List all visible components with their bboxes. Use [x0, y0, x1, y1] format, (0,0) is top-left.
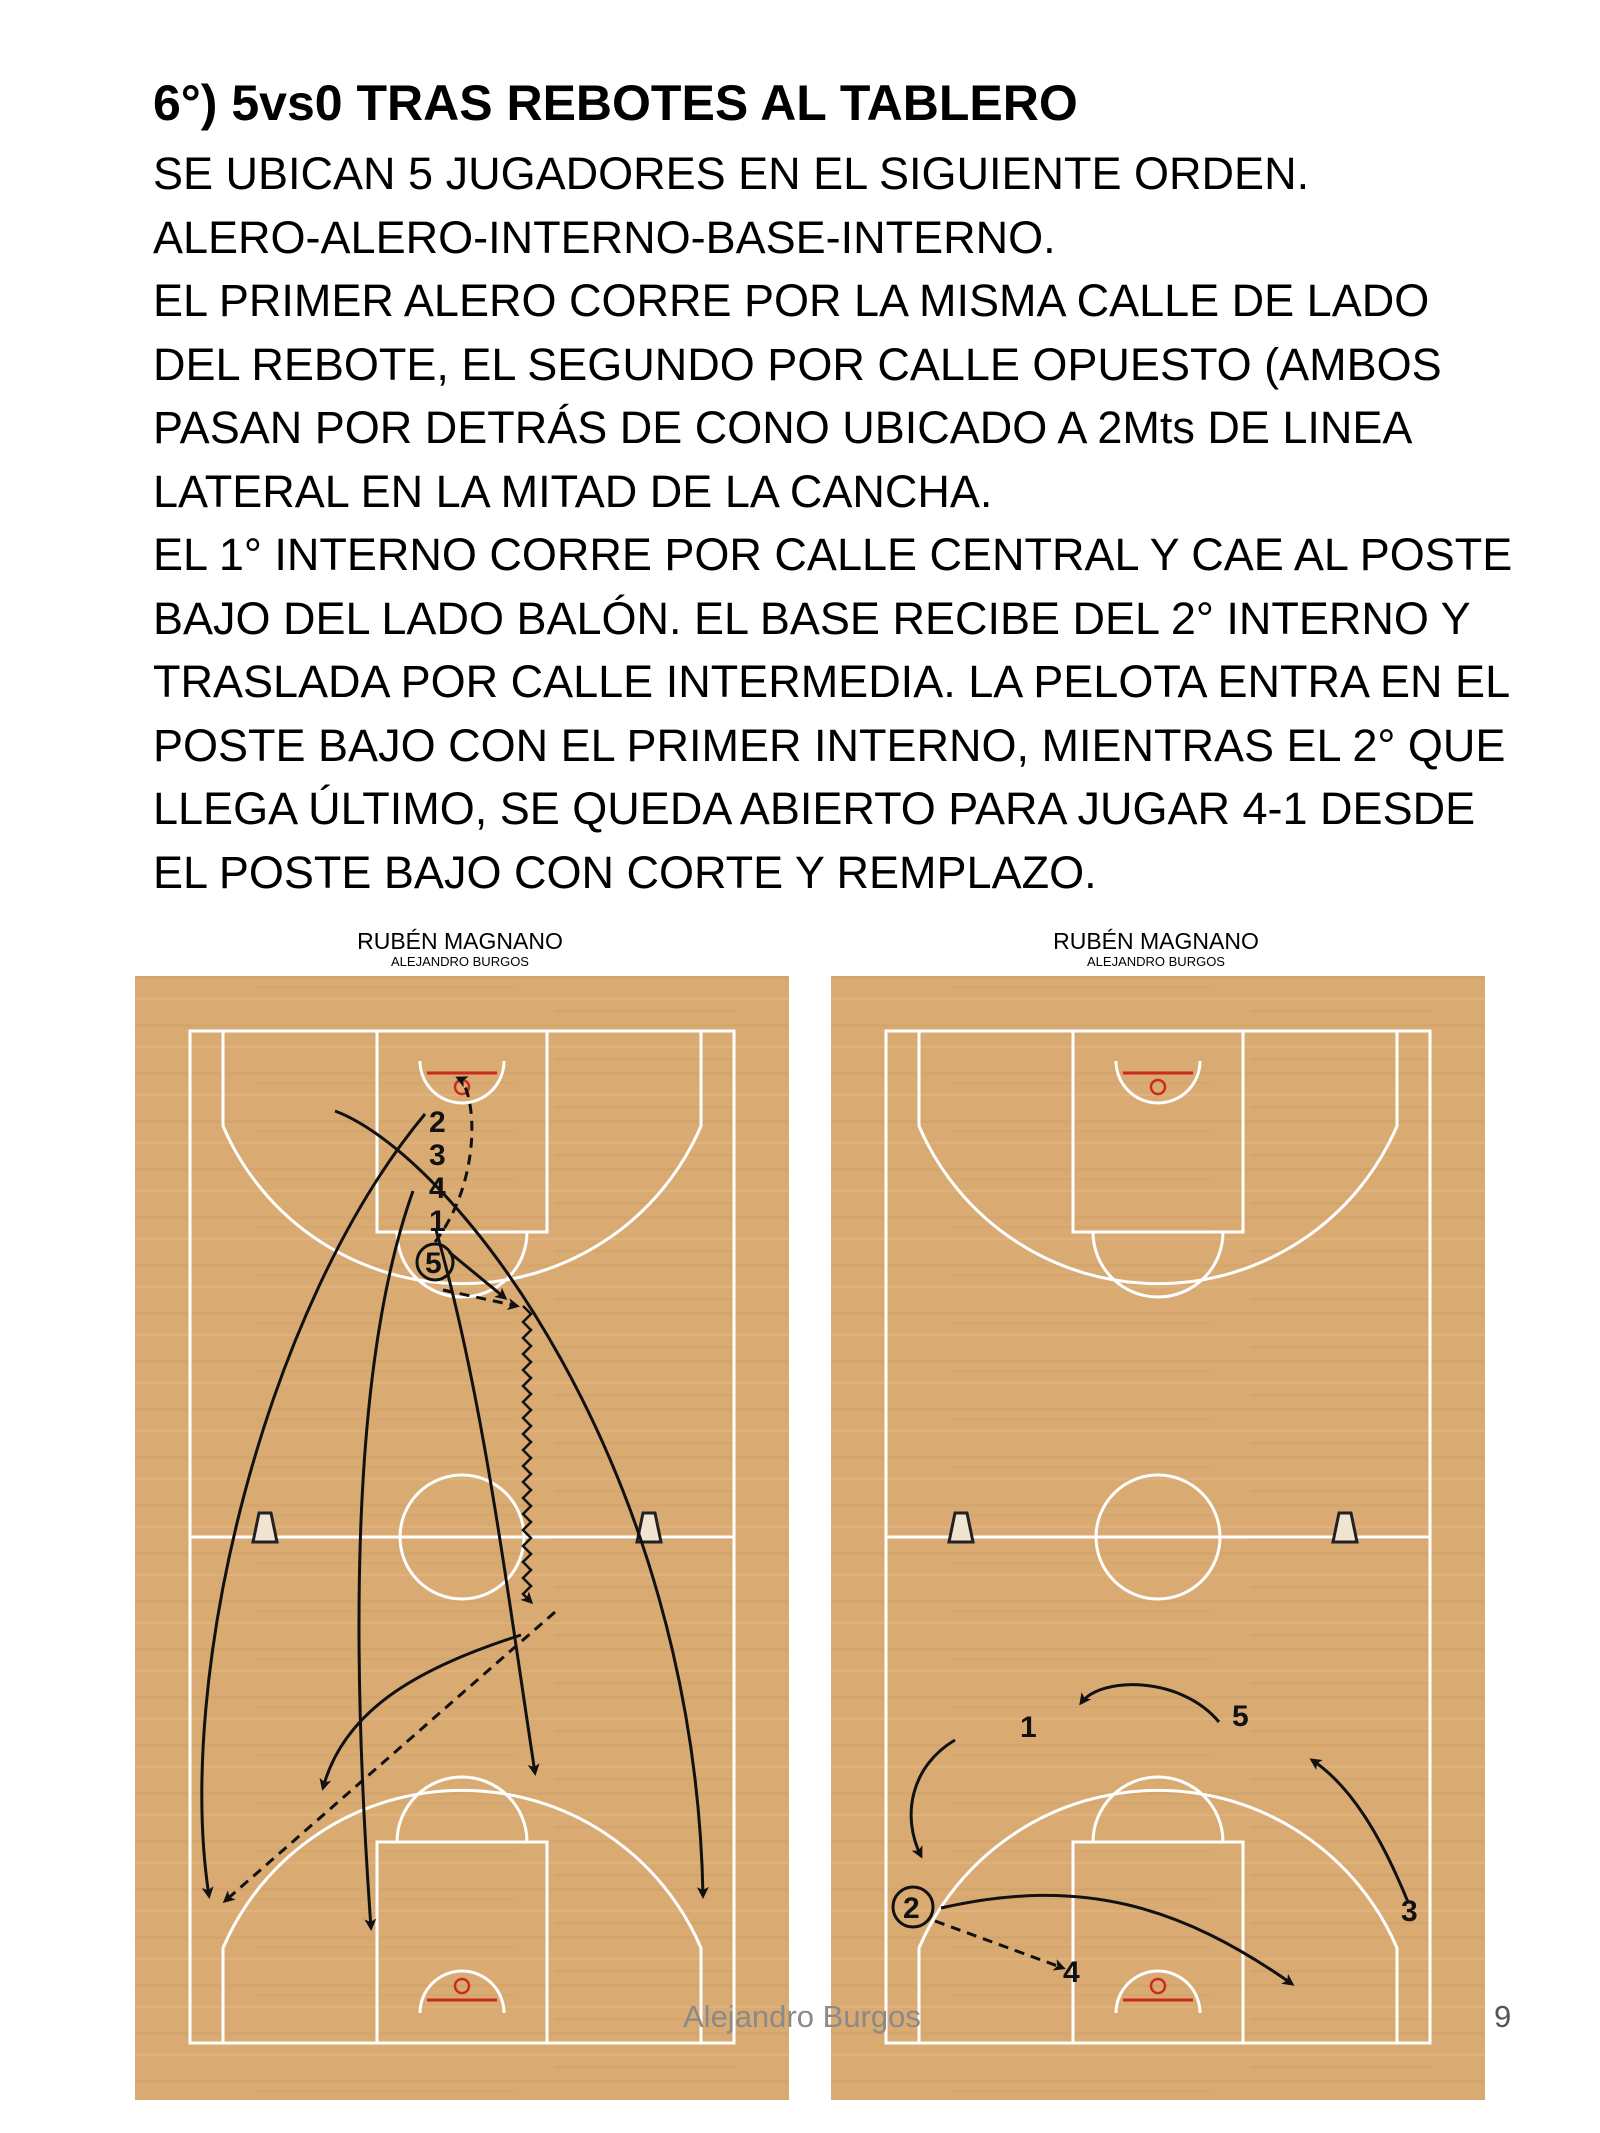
- court-diagram-2: [831, 976, 1485, 2100]
- player-3-label: 3: [1401, 1895, 1418, 1928]
- cone-icon: [253, 1513, 277, 1542]
- court-diagram-1: [135, 976, 789, 2100]
- paragraph-line: SE UBICAN 5 JUGADORES EN EL SIGUIENTE ORDEN.: [153, 148, 1310, 199]
- diagram-1-header: [130, 928, 790, 970]
- player-1-label: 1: [1020, 1711, 1037, 1744]
- player-4-label: 4: [429, 1172, 446, 1205]
- coach-name: RUBÉN MAGNANO: [357, 928, 563, 954]
- paragraph-line: TRASLADA POR CALLE INTERMEDIA. LA PELOTA ENTRA EN EL: [153, 656, 1511, 707]
- assistant-name: ALEJANDRO BURGOS: [391, 954, 529, 969]
- coach-name: RUBÉN MAGNANO: [1053, 928, 1259, 954]
- paragraph-line: PASAN POR DETRÁS DE CONO UBICADO A 2Mts DE LINEA: [153, 402, 1413, 453]
- paragraph-line: EL PRIMER ALERO CORRE POR LA MISMA CALLE DE LADO: [153, 275, 1430, 326]
- cone-icon: [1333, 1513, 1357, 1542]
- player-5-label: 5: [425, 1247, 442, 1280]
- player-2-label: 2: [429, 1106, 446, 1139]
- drill-title: 6°) 5vs0 TRAS REBOTES AL TABLERO: [153, 75, 1078, 131]
- player-3-label: 3: [429, 1139, 446, 1172]
- footer-author: Alejandro Burgos: [683, 1999, 921, 2034]
- paragraph-line: LLEGA ÚLTIMO, SE QUEDA ABIERTO PARA JUGAR 4-1 DESDE: [153, 783, 1476, 834]
- page-number: 9: [1494, 1999, 1512, 2034]
- instructions-text: [153, 72, 1533, 904]
- player-5-label: 5: [1232, 1700, 1249, 1733]
- assistant-name: ALEJANDRO BURGOS: [1087, 954, 1225, 969]
- paragraph-line: ALERO-ALERO-INTERNO-BASE-INTERNO.: [153, 211, 1056, 263]
- player-1-label: 1: [429, 1205, 446, 1238]
- paragraph-line: POSTE BAJO CON EL PRIMER INTERNO, MIENTRAS EL 2° QUE: [153, 719, 1506, 771]
- player-4-label: 4: [1063, 1956, 1080, 1989]
- paragraph-line: BAJO DEL LADO BALÓN. EL BASE RECIBE DEL 2° INTERNO Y: [153, 592, 1471, 644]
- paragraph-line: EL POSTE BAJO CON CORTE Y REMPLAZO.: [153, 846, 1097, 898]
- paragraph-line: DEL REBOTE, EL SEGUNDO POR CALLE OPUESTO (AMBOS: [153, 338, 1442, 390]
- cone-icon: [949, 1513, 973, 1542]
- paragraph-line: EL 1° INTERNO CORRE POR CALLE CENTRAL Y CAE AL POSTE: [153, 529, 1513, 580]
- player-2-label: 2: [903, 1892, 920, 1925]
- diagram-2-header: [826, 928, 1486, 970]
- paragraph-line: LATERAL EN LA MITAD DE LA CANCHA.: [153, 465, 993, 517]
